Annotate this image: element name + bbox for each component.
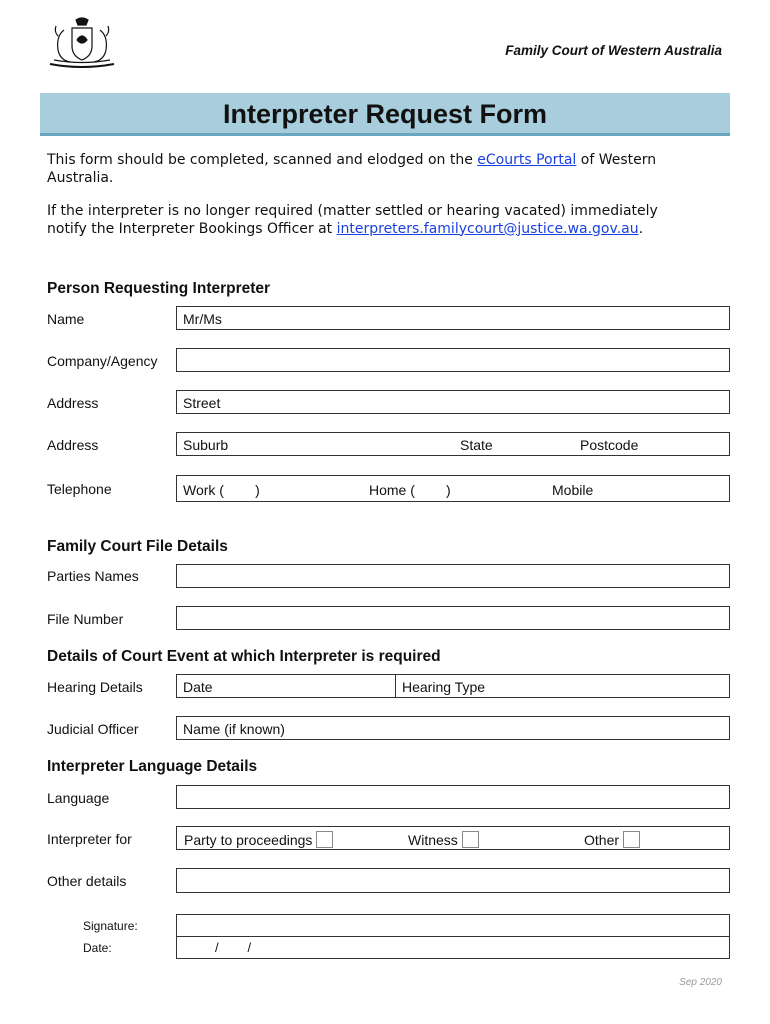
other-checkbox[interactable] bbox=[623, 831, 640, 848]
hearing-date-field[interactable] bbox=[176, 674, 396, 698]
section-heading-language: Interpreter Language Details bbox=[47, 758, 258, 775]
section-heading-event: Details of Court Event at which Interpreter is required bbox=[47, 648, 441, 665]
state-placeholder: State bbox=[460, 437, 493, 453]
interpreter-for-label: Interpreter for bbox=[47, 831, 132, 847]
suburb-placeholder: Suburb bbox=[183, 437, 229, 453]
parties-field[interactable] bbox=[176, 564, 730, 588]
postcode-placeholder: Postcode bbox=[580, 437, 639, 453]
intro-text: This form should be completed, scanned and elodged on the bbox=[47, 152, 478, 168]
suburb-state-postcode-field[interactable] bbox=[176, 432, 730, 456]
section-heading-file: Family Court File Details bbox=[47, 538, 228, 555]
intro-text: of Western Australia. bbox=[47, 152, 657, 186]
mobile-placeholder: Mobile bbox=[552, 482, 594, 498]
court-name: Family Court of Western Australia bbox=[505, 43, 722, 58]
date-placeholder: Date bbox=[183, 679, 213, 695]
intro-text: If the interpreter is no longer required (matter settled or hearing vacated) immediately notify the Interpreter Bookings Officer at bbox=[47, 203, 658, 237]
other-option-label: Other bbox=[584, 832, 620, 848]
hearing-details-label: Hearing Details bbox=[47, 679, 143, 695]
language-field[interactable] bbox=[176, 785, 730, 809]
telephone-label: Telephone bbox=[47, 481, 112, 497]
signature-field[interactable] bbox=[176, 914, 730, 937]
intro-paragraph-2 bbox=[47, 203, 687, 238]
form-version: Sep 2020 bbox=[679, 977, 722, 988]
judicial-officer-field[interactable] bbox=[176, 716, 730, 740]
date-separators: / / bbox=[215, 940, 252, 955]
street-placeholder: Street bbox=[183, 395, 221, 411]
other-option bbox=[584, 831, 640, 848]
signature-date-field[interactable] bbox=[176, 936, 730, 959]
street-field[interactable] bbox=[176, 390, 730, 414]
judicial-officer-placeholder: Name (if known) bbox=[183, 721, 285, 737]
hearing-type-placeholder: Hearing Type bbox=[402, 679, 486, 695]
other-details-field[interactable] bbox=[176, 868, 730, 893]
party-option bbox=[184, 831, 333, 848]
parties-label: Parties Names bbox=[47, 568, 139, 584]
party-checkbox[interactable] bbox=[316, 831, 333, 848]
party-option-label: Party to proceedings bbox=[184, 832, 313, 848]
name-label: Name bbox=[47, 311, 85, 327]
file-number-label: File Number bbox=[47, 611, 124, 627]
file-number-field[interactable] bbox=[176, 606, 730, 630]
company-label: Company/Agency bbox=[47, 353, 158, 369]
page-title: Interpreter Request Form bbox=[222, 99, 548, 129]
language-label: Language bbox=[47, 790, 110, 806]
name-prefix: Mr/Ms bbox=[183, 311, 222, 327]
company-field[interactable] bbox=[176, 348, 730, 372]
hearing-type-field[interactable] bbox=[395, 674, 730, 698]
coat-of-arms-logo bbox=[46, 16, 118, 70]
intro-paragraph-1 bbox=[47, 152, 687, 187]
work-phone-placeholder: Work ( ) bbox=[183, 482, 260, 498]
witness-option-label: Witness bbox=[408, 832, 458, 848]
other-details-label: Other details bbox=[47, 873, 127, 889]
interpreter-for-field bbox=[176, 826, 730, 850]
signature-label: Signature: bbox=[83, 919, 138, 933]
section-heading-person: Person Requesting Interpreter bbox=[47, 280, 271, 297]
address2-label: Address bbox=[47, 437, 99, 453]
intro-text: . bbox=[638, 220, 644, 237]
home-phone-placeholder: Home ( ) bbox=[369, 482, 451, 498]
interpreter-email-link[interactable]: interpreters.familycourt@justice.wa.gov.au bbox=[336, 220, 639, 237]
name-field[interactable] bbox=[176, 306, 730, 330]
telephone-field[interactable] bbox=[176, 475, 730, 502]
date-label: Date: bbox=[83, 941, 112, 955]
witness-option bbox=[408, 831, 479, 848]
judicial-officer-label: Judicial Officer bbox=[47, 721, 139, 737]
title-banner bbox=[40, 93, 730, 136]
witness-checkbox[interactable] bbox=[462, 831, 479, 848]
ecourts-portal-link[interactable]: eCourts Portal bbox=[477, 152, 577, 168]
address-label: Address bbox=[47, 395, 99, 411]
